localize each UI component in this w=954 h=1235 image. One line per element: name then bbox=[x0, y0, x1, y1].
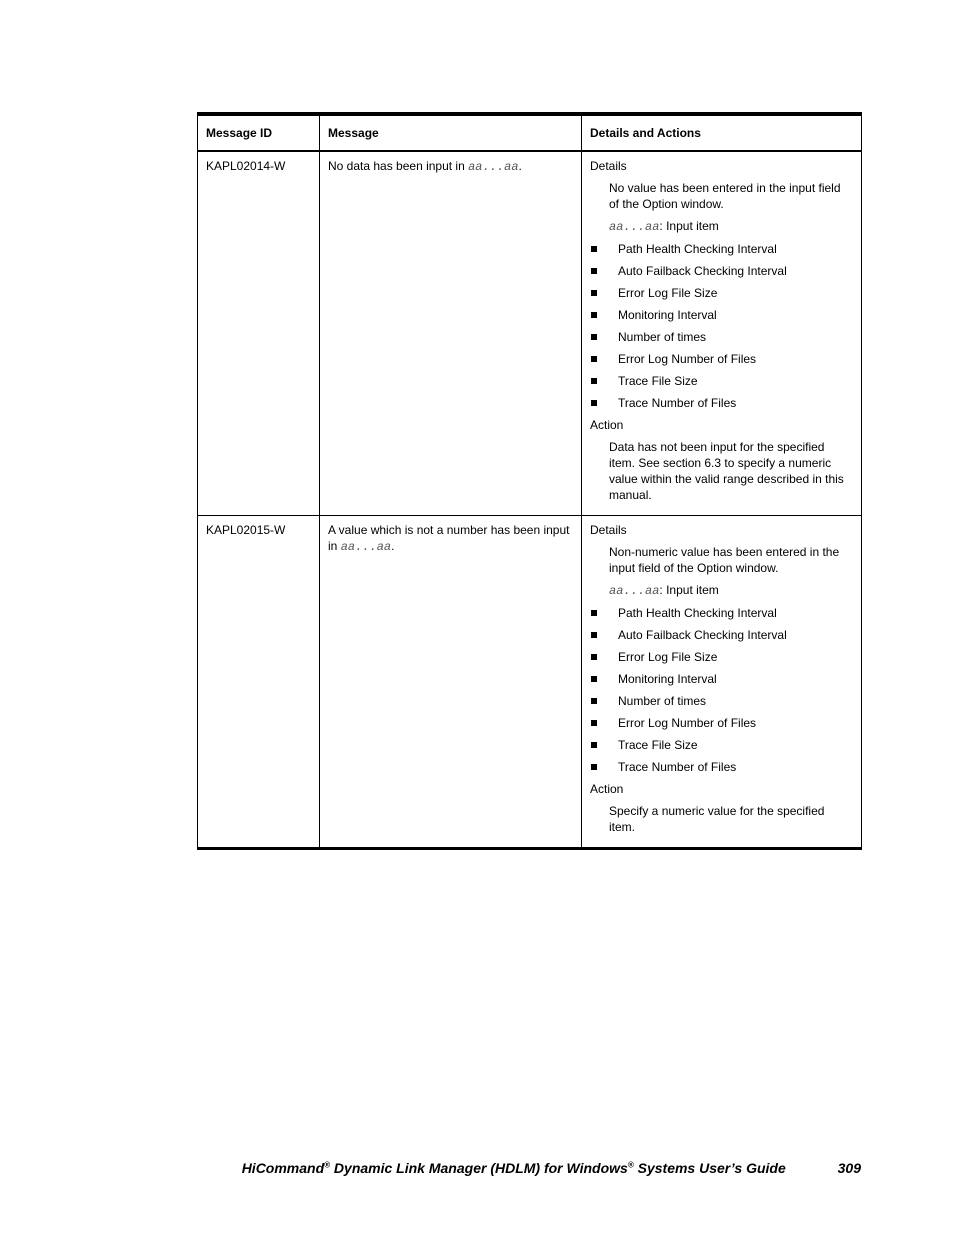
table-row bbox=[198, 151, 862, 516]
message-cell: No data has been input in aa...aa. bbox=[320, 151, 582, 516]
square-bullet-icon bbox=[591, 654, 597, 660]
input-item: Error Log File Size bbox=[590, 285, 853, 301]
input-item-legend: aa...aa: Input item bbox=[609, 583, 719, 598]
input-item: Path Health Checking Interval bbox=[590, 605, 853, 621]
square-bullet-icon bbox=[591, 676, 597, 682]
input-item-list bbox=[590, 241, 853, 411]
details-text: No value has been entered in the input field of the Option window. bbox=[609, 181, 841, 211]
action-text: Data has not been input for the specified item. See section 6.3 to specify a numeric value within the valid range described in this manual. bbox=[609, 440, 844, 502]
square-bullet-icon bbox=[591, 334, 597, 340]
details-label: Details bbox=[590, 159, 627, 173]
details-label: Details bbox=[590, 523, 627, 537]
square-bullet-icon bbox=[591, 356, 597, 362]
input-item: Error Log Number of Files bbox=[590, 715, 853, 731]
input-item: Trace File Size bbox=[590, 373, 853, 389]
page-number: 309 bbox=[837, 1160, 861, 1176]
input-item-list bbox=[590, 605, 853, 775]
input-item: Error Log File Size bbox=[590, 649, 853, 665]
details-text: Non-numeric value has been entered in the input field of the Option window. bbox=[609, 545, 840, 575]
input-item: Auto Failback Checking Interval bbox=[590, 263, 853, 279]
details-cell bbox=[582, 151, 862, 516]
input-item-legend: aa...aa: Input item bbox=[609, 219, 719, 234]
action-text: Specify a numeric value for the specified item. bbox=[609, 804, 825, 834]
input-item: Trace Number of Files bbox=[590, 759, 853, 775]
header-message: Message bbox=[320, 114, 582, 151]
action-label: Action bbox=[590, 418, 624, 432]
input-item: Auto Failback Checking Interval bbox=[590, 627, 853, 643]
page-footer bbox=[242, 1160, 861, 1176]
message-cell: A value which is not a number has been input in aa...aa. bbox=[320, 516, 582, 849]
input-item: Error Log Number of Files bbox=[590, 351, 853, 367]
input-item: Path Health Checking Interval bbox=[590, 241, 853, 257]
table-header-row bbox=[198, 114, 862, 151]
details-cell bbox=[582, 516, 862, 849]
header-message-id: Message ID bbox=[198, 114, 320, 151]
square-bullet-icon bbox=[591, 400, 597, 406]
square-bullet-icon bbox=[591, 378, 597, 384]
input-item: Trace Number of Files bbox=[590, 395, 853, 411]
footer-title: HiCommand® Dynamic Link Manager (HDLM) for Windows® Systems User’s Guide bbox=[241, 1160, 786, 1176]
input-item: Monitoring Interval bbox=[590, 307, 853, 323]
action-label: Action bbox=[590, 782, 624, 796]
square-bullet-icon bbox=[591, 720, 597, 726]
square-bullet-icon bbox=[591, 742, 597, 748]
square-bullet-icon bbox=[591, 268, 597, 274]
input-item: Trace File Size bbox=[590, 737, 853, 753]
input-item: Number of times bbox=[590, 329, 853, 345]
square-bullet-icon bbox=[591, 246, 597, 252]
square-bullet-icon bbox=[591, 610, 597, 616]
message-id-cell: KAPL02014-W bbox=[198, 151, 320, 516]
square-bullet-icon bbox=[591, 698, 597, 704]
table-row bbox=[198, 516, 862, 849]
square-bullet-icon bbox=[591, 290, 597, 296]
input-item: Number of times bbox=[590, 693, 853, 709]
header-details-actions: Details and Actions bbox=[582, 114, 862, 151]
square-bullet-icon bbox=[591, 312, 597, 318]
message-table bbox=[197, 112, 862, 850]
square-bullet-icon bbox=[591, 764, 597, 770]
input-item: Monitoring Interval bbox=[590, 671, 853, 687]
square-bullet-icon bbox=[591, 632, 597, 638]
message-id-cell: KAPL02015-W bbox=[198, 516, 320, 849]
